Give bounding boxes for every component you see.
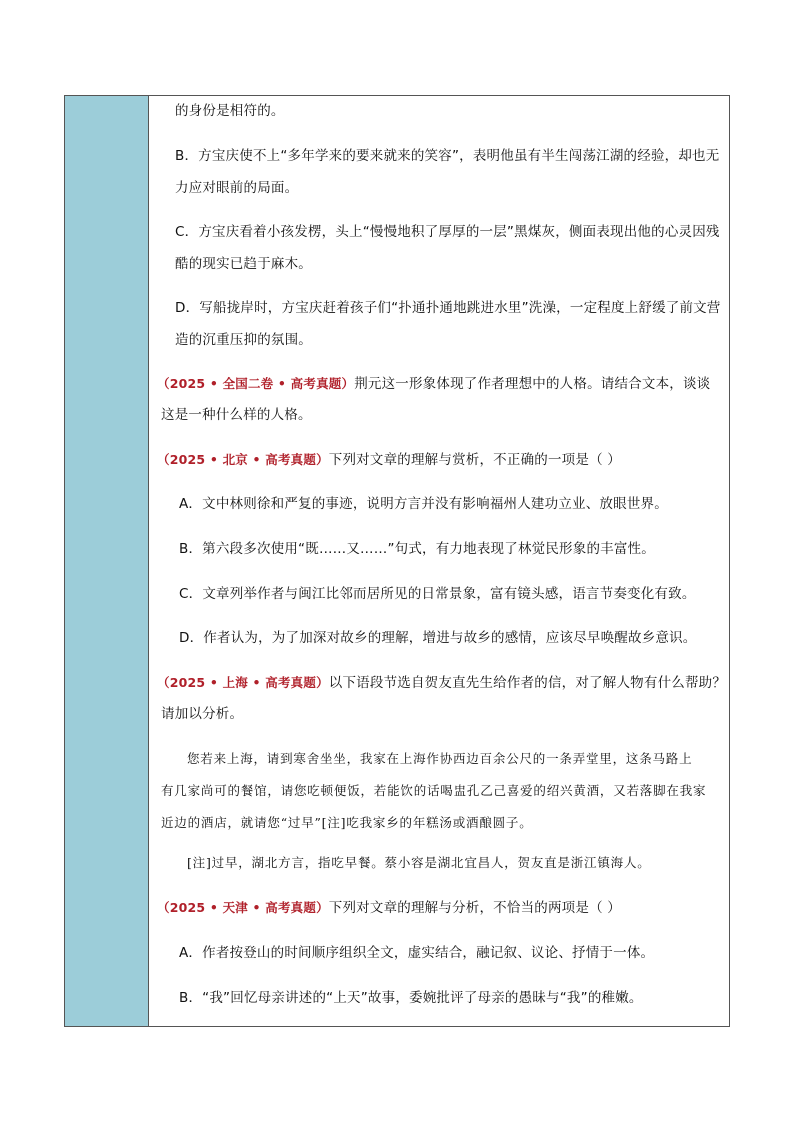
q4-quote-line3: 近边的酒店，就请您“过早”[注]吃我家乡的年糕汤或酒酿圆子。 [161, 815, 533, 830]
q4-text: 以下语段节选自贺友直先生给作者的信，对了解人物有什么帮助？ [328, 675, 727, 691]
q4-line2: 请加以分析。 [161, 706, 244, 722]
content-column [149, 96, 729, 1026]
q3-option-c: C．文章列举作者与闽江比邻而居所见的日常景象，富有镜头感，语言节奏变化有致。 [179, 586, 696, 602]
q2-source: （2025 • 全国二卷 • 高考真题） [157, 376, 355, 391]
q3-option-b: B．第六段多次使用“既……又……”句式，有力地表现了林觉民形象的丰富性。 [179, 541, 655, 557]
q1-option-b-line1: B．方宝庆使不上“多年学来的要来就来的笑容”，表明他虽有半生闯荡江湖的经验，却也无 [175, 148, 720, 164]
q1-option-d-line1: D．写船拢岸时，方宝庆赶着孩子们“扑通扑通地跳进水里”洗澡，一定程度上舒缓了前文营 [175, 300, 721, 316]
q2-line2: 这是一种什么样的人格。 [161, 407, 312, 423]
q4-quote-line2: 有几家尚可的餐馆，请您吃顿便饭，若能饮的话喝盅孔乙己喜爱的绍兴黄酒，又若落脚在我家 [161, 783, 707, 798]
q3-stem [157, 451, 621, 469]
q2-line1 [157, 375, 710, 393]
q4-source: （2025 • 上海 • 高考真题） [157, 675, 329, 690]
q2-text: 荆元这一形象体现了作者理想中的人格。请结合文本，谈谈 [354, 376, 711, 392]
q1-continuation-line: 的身份是相符的。 [175, 103, 285, 119]
q5-option-b: B．“我”回忆母亲讲述的“上天”故事，委婉批评了母亲的愚昧与“我”的稚嫩。 [179, 990, 643, 1006]
q1-option-d-line2: 造的沉重压抑的氛围。 [175, 332, 312, 348]
q5-stem [157, 899, 621, 917]
q4-quote-line1: 您若来上海，请到寒舍坐坐，我家在上海作协西边百余公尺的一条弄堂里，这条马路上 [187, 751, 693, 766]
q3-text: 下列对文章的理解与赏析，不正确的一项是（ ） [328, 452, 621, 468]
q5-option-a: A．作者按登山的时间顺序组织全文，虚实结合，融记叙、议论、抒情于一体。 [179, 945, 655, 961]
q3-source: （2025 • 北京 • 高考真题） [157, 452, 329, 467]
q1-option-c-line2: 酷的现实已趋于麻木。 [175, 256, 312, 272]
sidebar-column [65, 96, 149, 1026]
q5-text: 下列对文章的理解与分析，不恰当的两项是（ ） [328, 900, 621, 916]
q3-option-d: D．作者认为，为了加深对故乡的理解，增进与故乡的感情，应该尽早唤醒故乡意识。 [179, 630, 697, 646]
q3-option-a: A．文中林则徐和严复的事迹，说明方言并没有影响福州人建功立业、放眼世界。 [179, 496, 668, 512]
q4-note: [注]过早，湖北方言，指吃早餐。蔡小容是湖北宜昌人，贺友直是浙江镇海人。 [187, 855, 651, 870]
question-table [64, 95, 730, 1027]
q1-option-b-line2: 力应对眼前的局面。 [175, 180, 299, 196]
q5-source: （2025 • 天津 • 高考真题） [157, 900, 329, 915]
q1-option-c-line1: C．方宝庆看着小孩发楞，头上“慢慢地积了厚厚的一层”黑煤灰，侧面表现出他的心灵因残 [175, 224, 720, 240]
q4-line1 [157, 674, 726, 692]
